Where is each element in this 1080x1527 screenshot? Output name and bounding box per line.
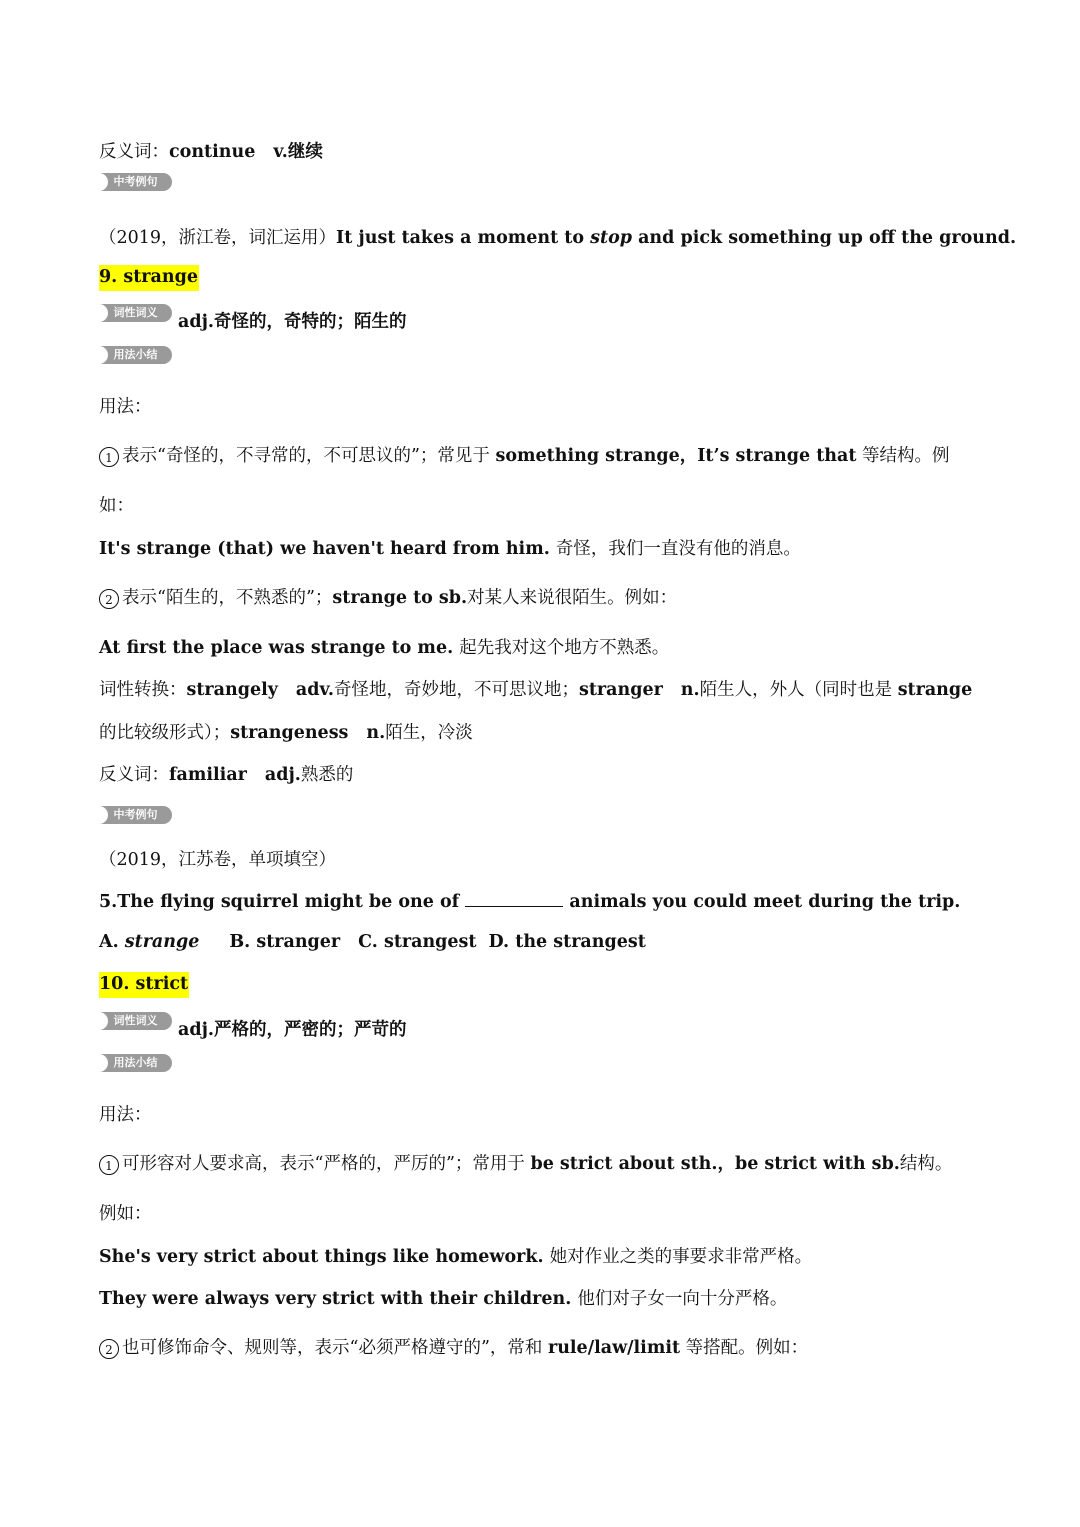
example-sentence: She's very strict about things like homework. 她对作业之类的事要求非常严格。 xyxy=(99,1247,813,1267)
usage-point-1: 1 表示“奇怪的，不寻常的，不可思议的”；常见于 something strange，It’s strange that 等结构。例 xyxy=(99,442,950,467)
example-sentence: It's strange (that) we haven't heard from him. 奇怪，我们一直没有他的消息。 xyxy=(99,539,801,559)
usage-point-1-cont: 例如： xyxy=(99,1204,152,1224)
circled-number: 2 xyxy=(99,1339,119,1359)
antonym-line: 反义词：familiar adj.熟悉的 xyxy=(99,765,354,785)
exam-example-sentence: （2019，浙江卷，词汇运用）It just takes a moment to stop and pick something up off the ground. xyxy=(99,228,1017,248)
exam-example-tag: 中考例句 xyxy=(99,806,172,824)
example-sentence: At first the place was strange to me. 起先我对这个地方不熟悉。 xyxy=(99,638,670,658)
definition-strange: adj.奇怪的，奇特的；陌生的 xyxy=(178,312,407,332)
exam-source: （2019，江苏卷，单项填空） xyxy=(99,850,337,870)
circled-number: 1 xyxy=(99,447,119,467)
exam-example-tag: 中考例句 xyxy=(99,173,172,191)
usage-point-1: 1 可形容对人要求高，表示“严格的，严厉的”；常用于 be strict about sth.，be strict with sb.结构。 xyxy=(99,1150,952,1175)
definition-strict: adj.严格的，严密的；严苛的 xyxy=(178,1020,407,1040)
part-of-speech-tag: 词性词义 xyxy=(99,304,172,322)
answer-blank xyxy=(465,889,563,907)
word-heading-strange: 9. strange xyxy=(99,267,199,287)
exam-question: 5.The flying squirrel might be one of animals you could meet during the trip. xyxy=(99,889,960,912)
example-sentence: They were always very strict with their children. 他们对子女一向十分严格。 xyxy=(99,1289,788,1309)
antonym-line: 反义词：continue v.继续 xyxy=(99,142,323,162)
usage-point-1-cont: 如： xyxy=(99,496,134,516)
usage-summary-tag: 用法小结 xyxy=(99,346,172,364)
circled-number: 2 xyxy=(99,589,119,609)
word-heading-strict: 10. strict xyxy=(99,974,189,994)
word-conversion: 词性转换：strangely adv.奇怪地，奇妙地，不可思议地；stranger n.陌生人，外人（同时也是 strange xyxy=(99,680,973,700)
answer-options: A. strange B. stranger C. strangest D. the strangest xyxy=(99,932,646,952)
usage-point-2: 2 也可修饰命令、规则等，表示“必须严格遵守的”，常和 rule/law/limit 等搭配。例如： xyxy=(99,1334,808,1359)
usage-point-2: 2 表示“陌生的，不熟悉的”；strange to sb.对某人来说很陌生。例如： xyxy=(99,584,677,609)
usage-label: 用法： xyxy=(99,1105,152,1125)
part-of-speech-tag: 词性词义 xyxy=(99,1012,172,1030)
circled-number: 1 xyxy=(99,1155,119,1175)
usage-summary-tag: 用法小结 xyxy=(99,1054,172,1072)
usage-label: 用法： xyxy=(99,397,152,417)
word-conversion-cont: 的比较级形式）；strangeness n.陌生，冷淡 xyxy=(99,723,473,743)
